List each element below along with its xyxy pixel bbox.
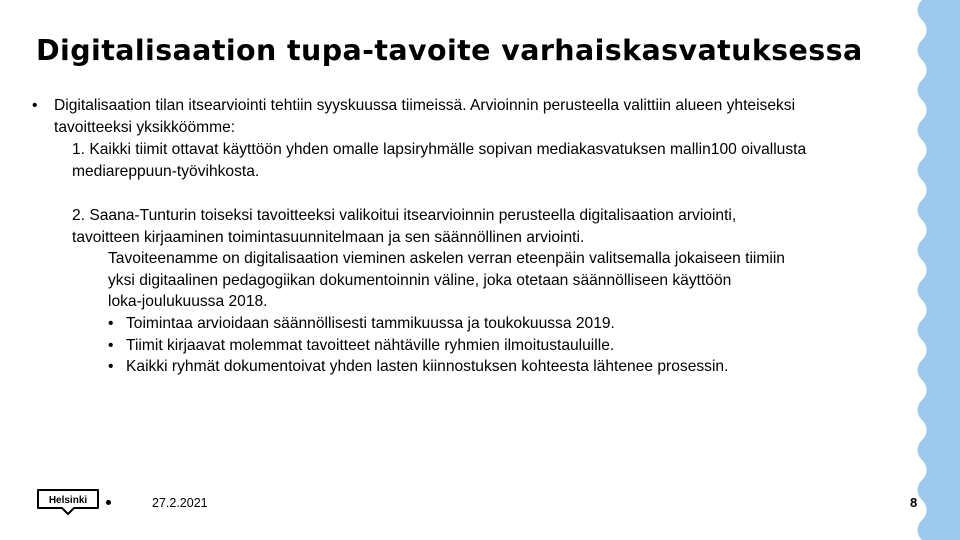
page-number: 8 <box>910 495 918 510</box>
helsinki-logo <box>36 489 100 515</box>
decorative-wave-band <box>850 0 960 540</box>
goal-2-line-1: 2. Saana-Tunturin toiseksi tavoitteeksi valikoitui itsearvioinnin perusteella digitalisaation arviointi, <box>72 207 737 224</box>
slide-title: Digitalisaation tupa-tavoite varhaiskasvatuksessa <box>36 34 863 67</box>
goal-1-line-1: 1. Kaikki tiimit ottavat käyttöön yhden omalle lapsiryhmälle sopivan mediakasvatuksen mallin100 oivallusta <box>72 141 807 158</box>
sub-bullet-marker: • <box>108 337 114 354</box>
logo-text: Helsinki <box>48 495 88 506</box>
aim-line-2: yksi digitaalinen pedagogiikan dokumentoinnin väline, joka otetaan säännölliseen käyttöön <box>108 272 732 289</box>
sub-bullet-marker: • <box>108 315 114 332</box>
goal-2-line-2: tavoitteen kirjaaminen toimintasuunnitelmaan ja sen säännöllinen arviointi. <box>72 229 585 246</box>
footer-date: 27.2.2021 <box>152 496 208 510</box>
aim-line-3: loka-joulukuussa 2018. <box>108 293 268 310</box>
aim-line-1: Tavoiteenamme on digitalisaation vieminen askelen verran eteenpäin valitsemalla jokaiseen tiimiin <box>108 250 785 267</box>
main-bullet-line-1: Digitalisaation tilan itsearviointi tehtiin syyskuussa tiimeissä. Arvioinnin perusteella valittiin alueen yhteiseksi <box>54 97 796 114</box>
footer-dot <box>106 500 111 505</box>
sub-bullet-item: Toimintaa arvioidaan säännöllisesti tammikuussa ja toukokuussa 2019. <box>126 315 615 332</box>
wave-shape <box>918 0 960 540</box>
sub-bullet-item: Kaikki ryhmät dokumentoivat yhden lasten kiinnostuksen kohteesta lähtenee prosessin. <box>126 358 729 375</box>
sub-bullet-marker: • <box>108 358 114 375</box>
main-bullet-line-2: tavoitteeksi yksikköömme: <box>54 119 236 136</box>
goal-1-line-2: mediareppuun-työvihkosta. <box>72 163 260 180</box>
bullet-marker: • <box>32 97 38 114</box>
sub-bullet-item: Tiimit kirjaavat molemmat tavoitteet nähtäville ryhmien ilmoitustauluille. <box>126 337 615 354</box>
